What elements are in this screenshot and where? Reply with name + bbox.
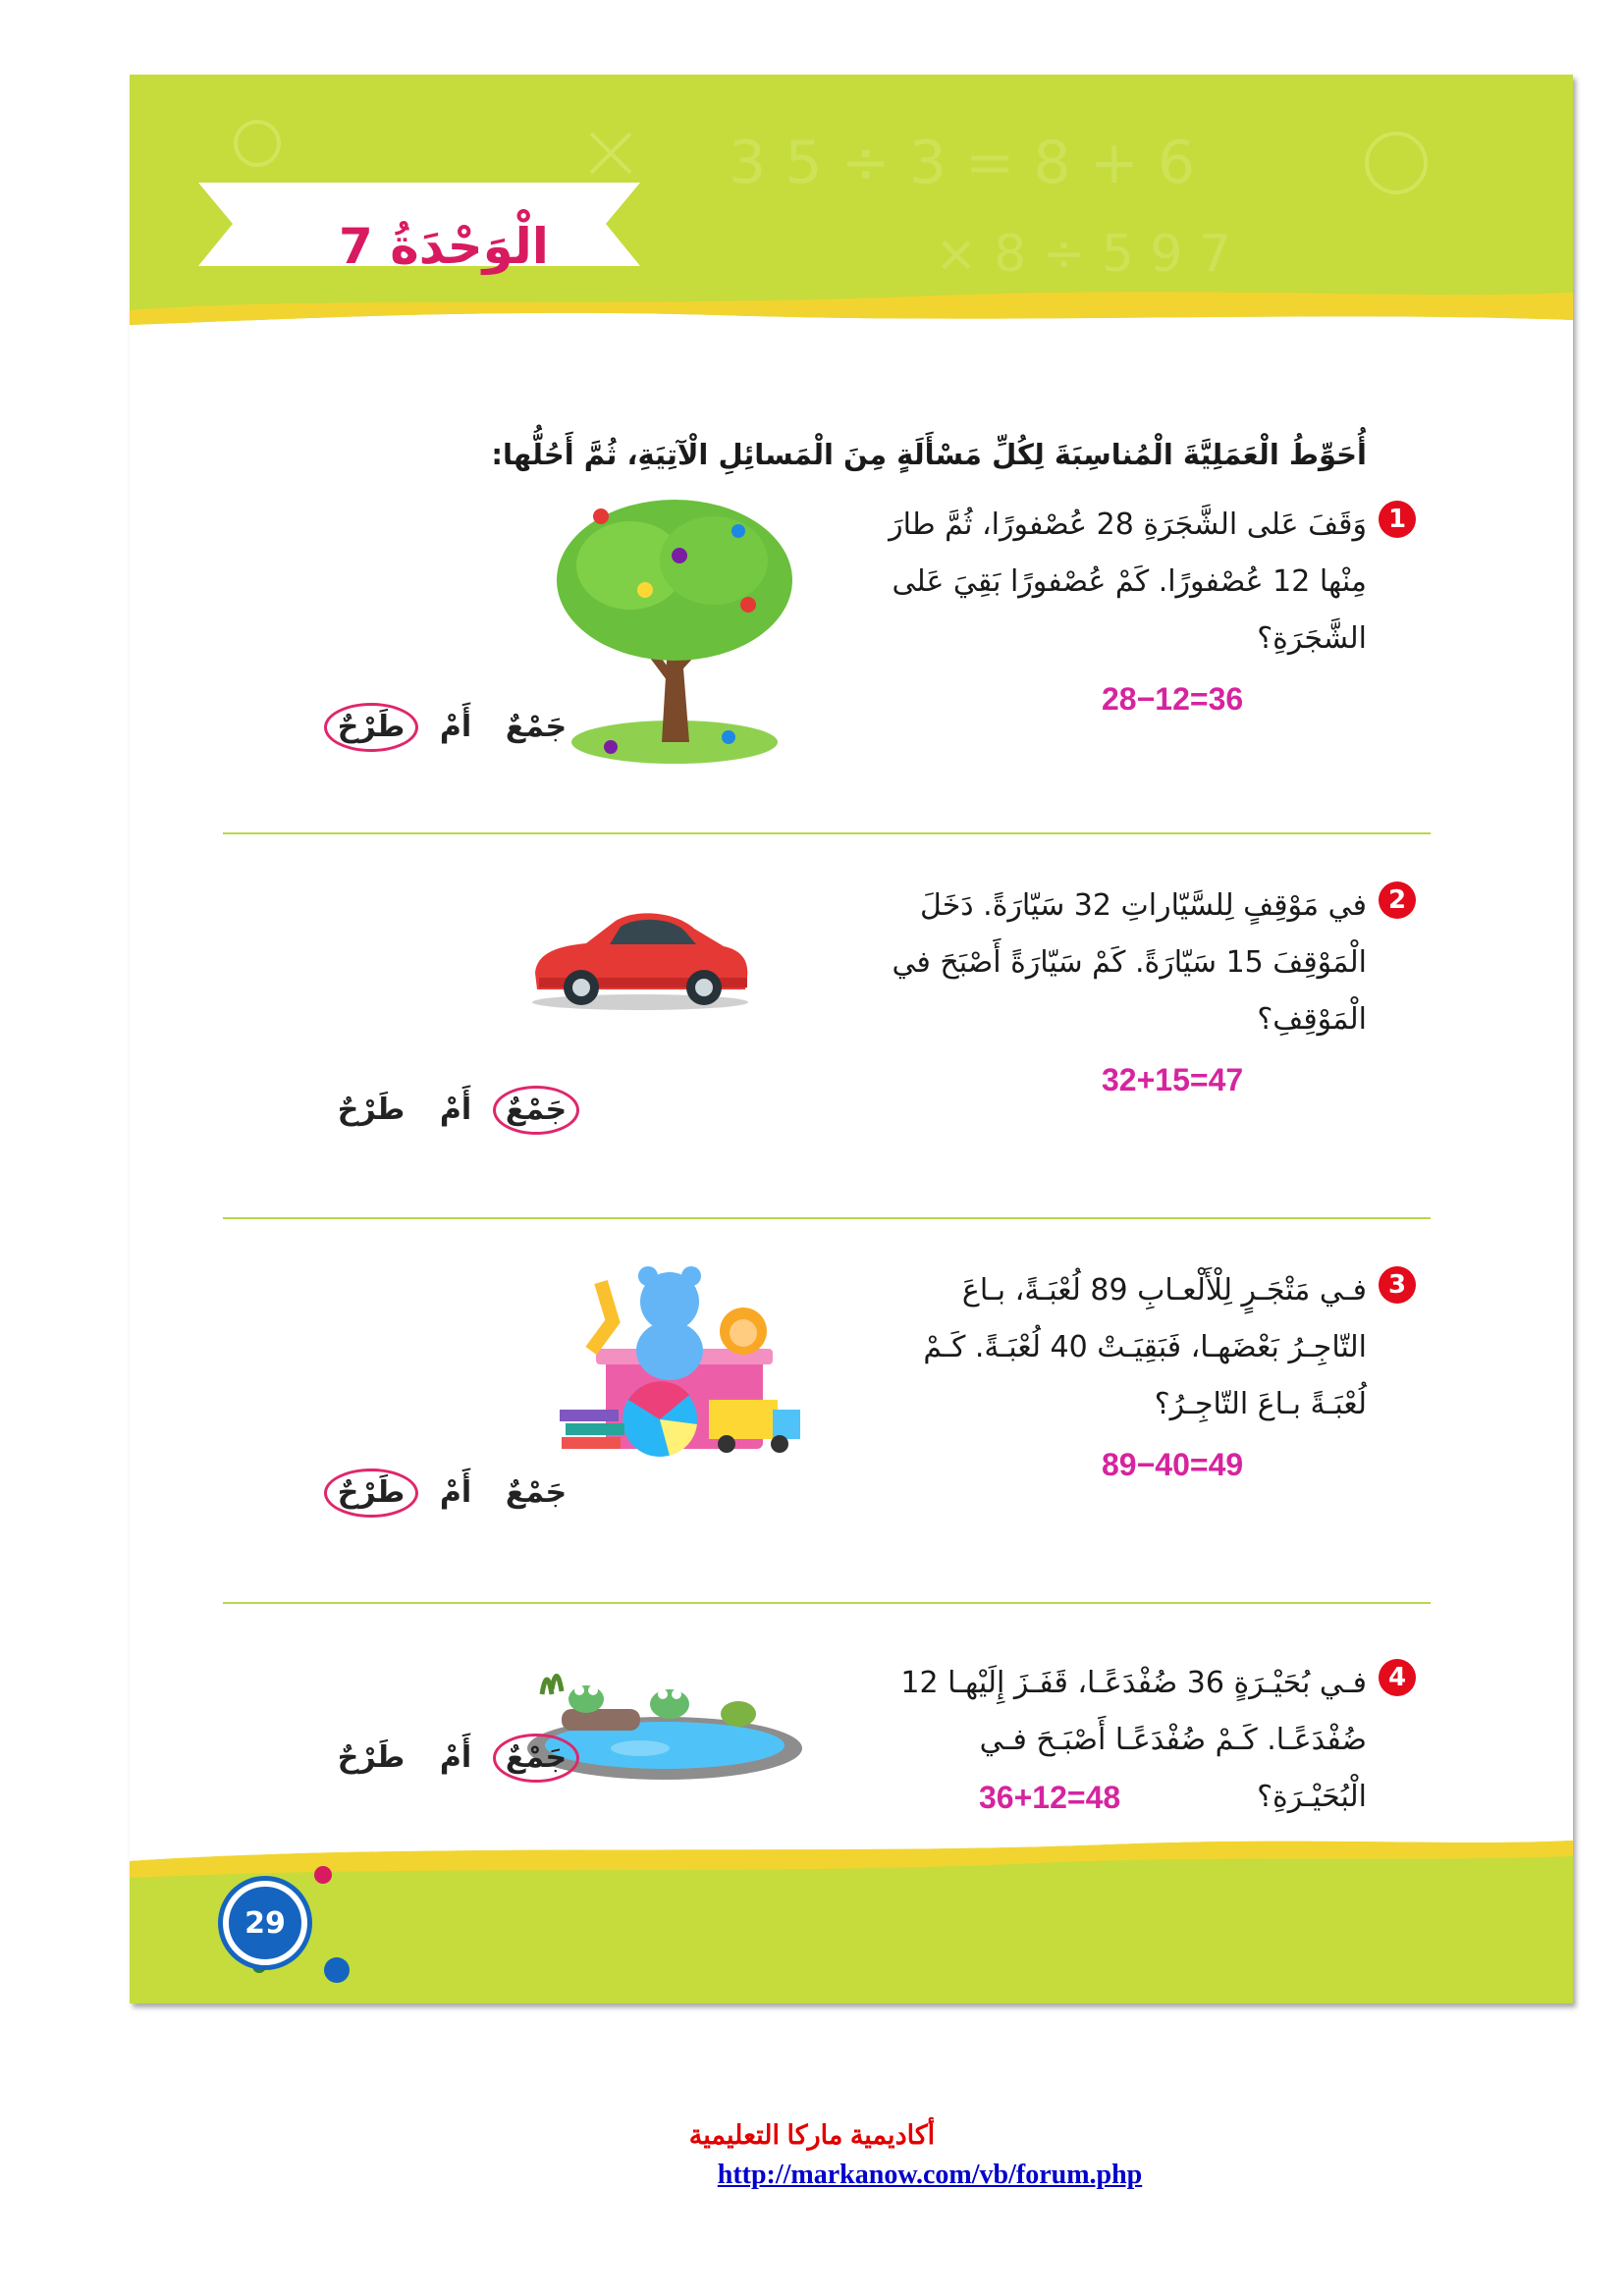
tree-illustration <box>552 497 797 767</box>
svg-text:× 8 ÷ 5 9 7: × 8 ÷ 5 9 7 <box>935 225 1232 284</box>
toys-illustration <box>552 1262 807 1468</box>
operation-choice <box>324 1086 579 1135</box>
add-option-circled[interactable]: جَمْعٌ <box>493 1086 579 1135</box>
car-illustration <box>527 899 753 1017</box>
problem-text: فـي مَتْجَـرٍ لِلْأَلْعـابِ 89 لُعْبَـةً، بـاعَ التّاجِـرُ بَعْضَهـا، فَبَقِيَـتْ 40 لُعْبَـةً. كَـمْ لُعْبَـةً بـاعَ التّاجِـرُ؟ <box>923 1273 1367 1421</box>
problem-1 <box>876 497 1407 667</box>
academy-name: أكاديمية ماركا التعليمية <box>688 2120 936 2150</box>
decor-dot <box>314 1866 332 1884</box>
add-option-circled[interactable]: جَمْعٌ <box>493 1734 579 1783</box>
subtract-option[interactable]: طَرْحٌ <box>337 1740 406 1775</box>
separator-line <box>223 1602 1431 1604</box>
header-banner <box>130 75 1573 326</box>
answer-text: 28−12=36 <box>1102 681 1244 717</box>
decor-dot <box>324 1957 350 1983</box>
problem-4 <box>876 1655 1407 1826</box>
academy-link[interactable]: http://markanow.com/vb/forum.php <box>717 2160 1143 2190</box>
separator-line <box>223 832 1431 834</box>
answer-text: 89−40=49 <box>1102 1447 1244 1482</box>
problem-number-badge: 2 <box>1379 881 1416 919</box>
subtract-option-circled[interactable]: طَرْحٌ <box>324 1468 418 1518</box>
subtract-option[interactable]: طَرْحٌ <box>337 1093 406 1127</box>
unit-title: الْوَحْدَةُ 7 <box>339 218 549 275</box>
or-label: أَمْ <box>439 1475 472 1510</box>
problem-number-badge: 3 <box>1379 1266 1416 1304</box>
problem-number-badge: 4 <box>1379 1659 1416 1696</box>
problem-text: وَقَفَ عَلى الشَّجَرَةِ 28 عُصْفورًا، ثُمَّ طارَ مِنْها 12 عُصْفورًا. كَمْ عُصْفورًا بَقِيَ عَلى الشَّجَرَةِ؟ <box>889 507 1367 656</box>
problem-number-badge: 1 <box>1379 501 1416 538</box>
problem-text: في مَوْقِفٍ لِلسَّيّاراتِ 32 سَيّارَةً. دَخَلَ الْمَوْقِفَ 15 سَيّارَةً. كَمْ سَيّارَةً أَصْبَحَ في الْمَوْقِفِ؟ <box>892 888 1367 1037</box>
operation-choice <box>324 703 579 752</box>
problem-2 <box>876 878 1407 1048</box>
operation-choice <box>324 1734 579 1783</box>
problem-text: فـي بُحَيْـرَةٍ 36 ضُفْدَعًـا، قَفَـزَ إِلَيْهـا 12 ضُفْدَعًـا. كَـمْ ضُفْدَعًـا أَصْبَـحَ فـي الْبُحَيْـرَةِ؟ <box>900 1666 1367 1814</box>
page-number-badge: 29 <box>223 1881 307 1965</box>
problem-3 <box>876 1262 1407 1433</box>
or-label: أَمْ <box>439 710 472 744</box>
add-option[interactable]: جَمْعٌ <box>505 1475 568 1510</box>
add-option[interactable]: جَمْعٌ <box>505 710 568 744</box>
or-label: أَمْ <box>439 1093 472 1127</box>
instruction-text: أُحَوِّطُ الْعَمَلِيَّةَ الْمُناسِبَةَ لِكُلِّ مَسْأَلَةٍ مِنَ الْمَسائِلِ الْآتِيَةِ، ثُمَّ أَحُلُّها: <box>491 438 1367 471</box>
answer-text: 36+12=48 <box>979 1780 1121 1815</box>
separator-line <box>223 1217 1431 1219</box>
textbook-page <box>130 75 1573 2003</box>
subtract-option-circled[interactable]: طَرْحٌ <box>324 703 418 752</box>
or-label: أَمْ <box>439 1740 472 1775</box>
operation-choice <box>324 1468 579 1518</box>
answer-text: 32+15=47 <box>1102 1062 1244 1097</box>
svg-text:3 5 ÷ 3 = 8 + 6: 3 5 ÷ 3 = 8 + 6 <box>729 129 1196 197</box>
